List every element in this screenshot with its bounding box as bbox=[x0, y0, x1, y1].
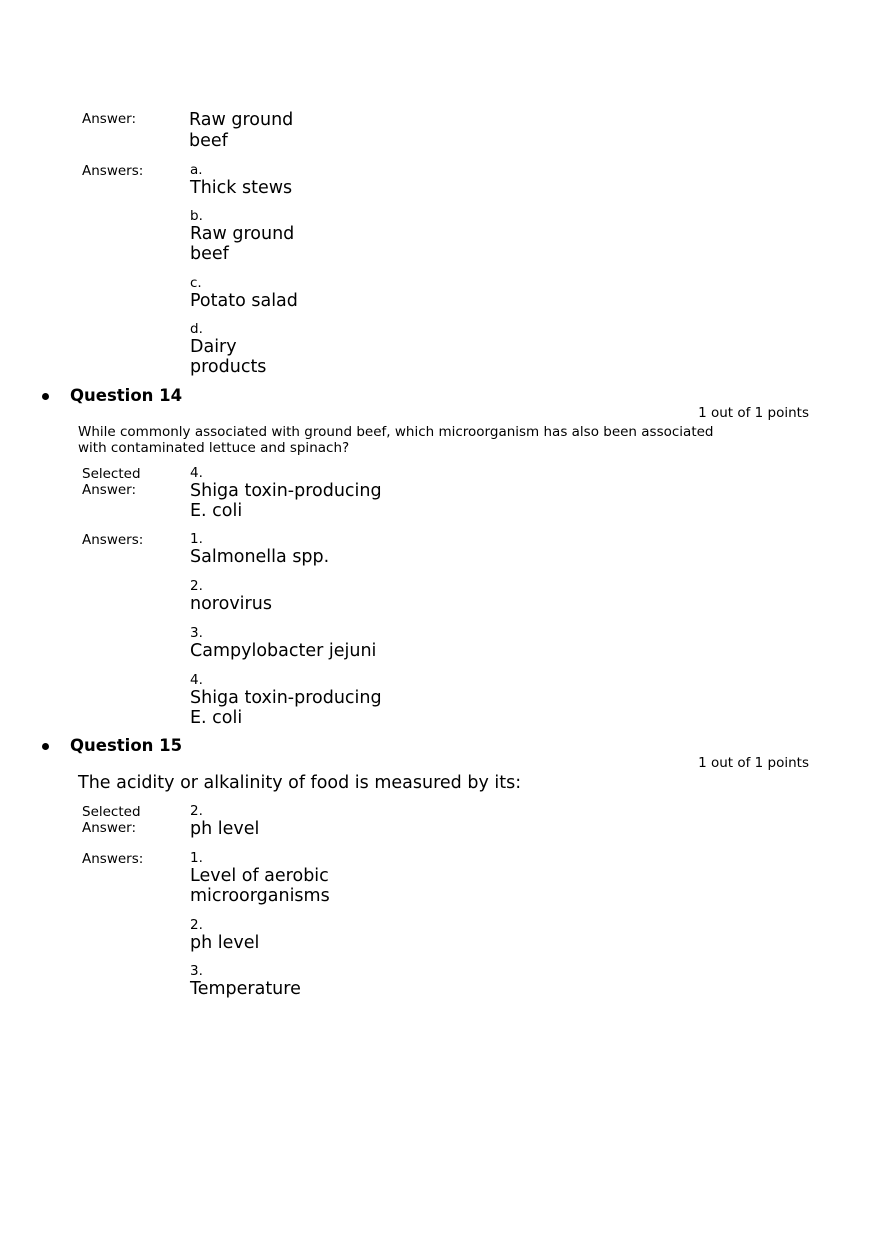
option-text: Campylobacter jejuni bbox=[190, 641, 377, 661]
question-points: 1 out of 1 points bbox=[698, 405, 809, 421]
answer-option bbox=[190, 579, 272, 614]
answer-option bbox=[190, 163, 292, 198]
selected-answer-number: 2. bbox=[190, 803, 203, 819]
correct-answer-text: Raw ground beef bbox=[189, 110, 294, 151]
answer-option bbox=[190, 673, 382, 728]
option-text: norovirus bbox=[190, 594, 272, 614]
selected-answer-number: 4. bbox=[190, 465, 203, 481]
option-text: ph level bbox=[190, 933, 260, 953]
option-text: Dairy products bbox=[190, 337, 267, 377]
option-letter: 3. bbox=[190, 963, 203, 979]
option-letter: 2. bbox=[190, 917, 203, 933]
answers-label: Answers: bbox=[82, 851, 144, 867]
answer-option bbox=[190, 626, 376, 661]
question-prompt: While commonly associated with ground beef, which microorganism has also been associated with contaminated lettuce and spinach? bbox=[78, 424, 714, 456]
option-text: Thick stews bbox=[190, 178, 293, 198]
option-text: Raw ground beef bbox=[190, 224, 295, 264]
answer-option bbox=[190, 209, 294, 264]
answer-option bbox=[190, 851, 330, 906]
answer-option bbox=[190, 964, 301, 999]
option-letter: c. bbox=[190, 275, 202, 291]
question-prompt: The acidity or alkalinity of food is measured by its: bbox=[78, 773, 522, 793]
option-text: Potato salad bbox=[190, 291, 298, 311]
option-letter: b. bbox=[190, 208, 203, 224]
option-letter: d. bbox=[190, 321, 203, 337]
answer-option bbox=[190, 918, 259, 953]
bullet-icon bbox=[42, 393, 49, 400]
question-points: 1 out of 1 points bbox=[698, 755, 809, 771]
selected-answer-label: Selected Answer: bbox=[82, 466, 141, 498]
answer-option bbox=[190, 276, 298, 311]
option-letter: 2. bbox=[190, 578, 203, 594]
selected-answer bbox=[190, 804, 259, 839]
answer-option bbox=[190, 322, 266, 377]
option-text: Salmonella spp. bbox=[190, 547, 330, 567]
answer-option bbox=[190, 532, 329, 567]
option-text: Shiga toxin-producing E. coli bbox=[190, 688, 382, 728]
option-letter: 4. bbox=[190, 672, 203, 688]
question-title: Question 14 bbox=[70, 386, 183, 405]
option-text: Temperature bbox=[190, 979, 301, 999]
answer-label: Answer: bbox=[82, 111, 137, 127]
option-text: Level of aerobic microorganisms bbox=[190, 866, 330, 906]
selected-answer-text: ph level bbox=[190, 819, 260, 839]
bullet-icon bbox=[42, 743, 49, 750]
selected-answer-text: Shiga toxin-producing E. coli bbox=[190, 481, 382, 521]
option-letter: 1. bbox=[190, 850, 203, 866]
answers-label: Answers: bbox=[82, 163, 144, 179]
selected-answer-label: Selected Answer: bbox=[82, 804, 141, 836]
option-letter: a. bbox=[190, 162, 203, 178]
option-letter: 3. bbox=[190, 625, 203, 641]
question-title: Question 15 bbox=[70, 736, 183, 755]
selected-answer bbox=[190, 466, 382, 521]
answers-label: Answers: bbox=[82, 532, 144, 548]
option-letter: 1. bbox=[190, 531, 203, 547]
